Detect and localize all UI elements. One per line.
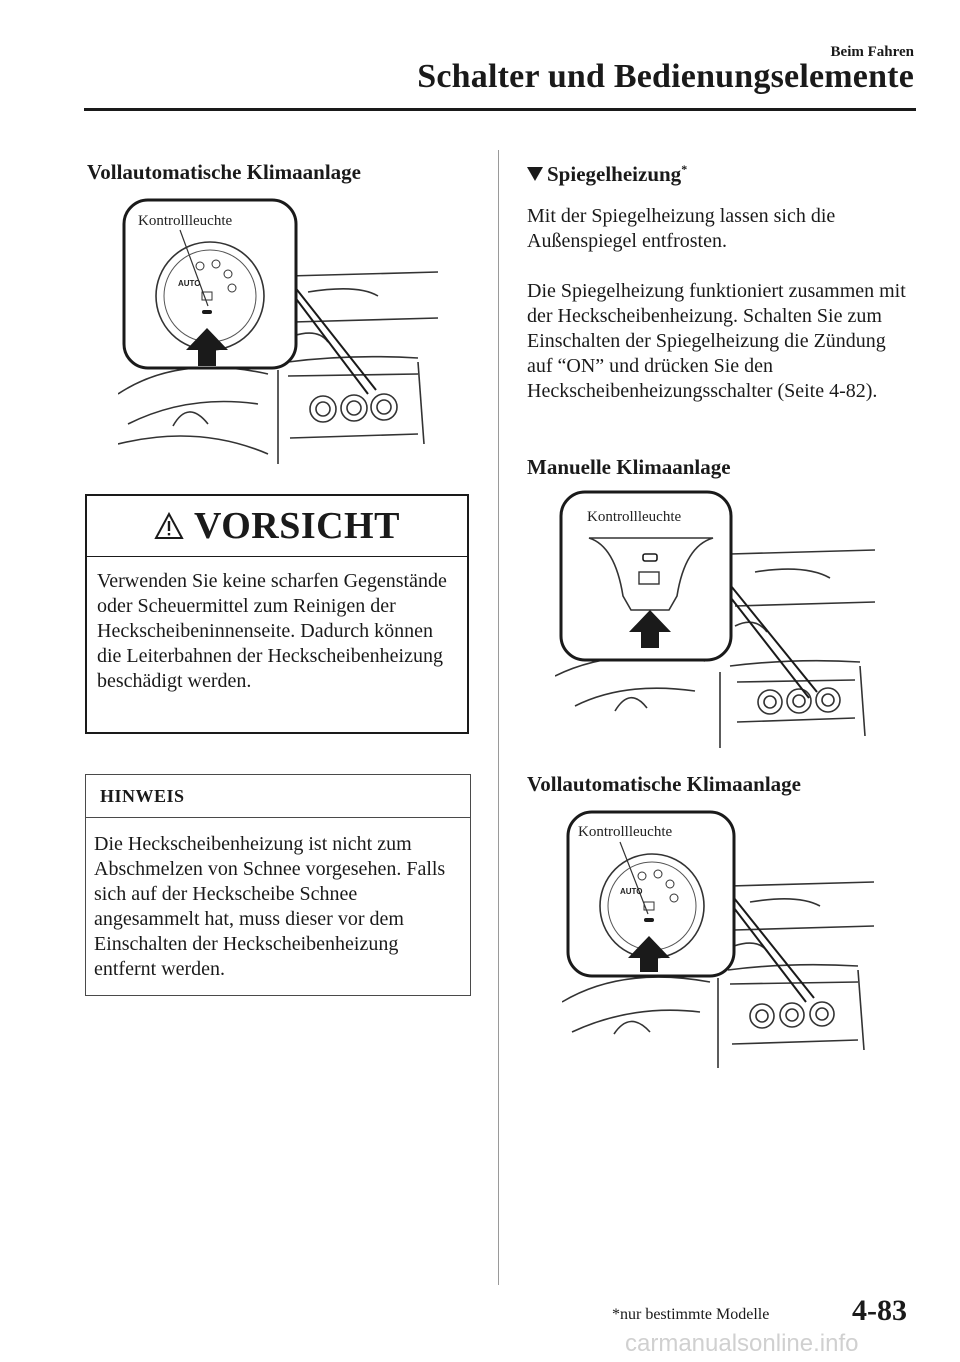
auto-heading: Vollautomatische Klimaanlage xyxy=(527,772,801,796)
paragraph-2: Die Spiegelheizung funktioniert zusammen mit der Heckscheibenheizung. Schalten Sie zum Einschalten der Spiegelheizung die Zündung auf “ON” und drücken Sie den Heckscheibenheizungsschalter (Seite 4-82). xyxy=(527,280,906,402)
caution-header xyxy=(87,496,467,557)
right-heading-text: Spiegelheizung xyxy=(547,162,682,186)
auto-figure-label: Kontrollleuchte xyxy=(138,213,233,229)
caution-title: VORSICHT xyxy=(194,505,400,547)
auto-label-right: AUTO xyxy=(620,887,643,896)
page-number: 4-83 xyxy=(852,1294,907,1327)
caution-box xyxy=(85,494,469,734)
auto-label: AUTO xyxy=(178,279,201,288)
footnote: *nur bestimmte Modelle xyxy=(612,1306,770,1323)
caution-text: Verwenden Sie keine scharfen Gegenstände oder Scheuermittel zum Reinigen der Heckscheibeninnenseite. Dadurch können die Leiterbahnen der Heckscheibenheizung beschädigt werden. xyxy=(97,570,447,692)
section-name: Beim Fahren xyxy=(830,44,914,60)
auto-climate-figure xyxy=(118,194,438,476)
note-text: Die Heckscheibenheizung ist nicht zum Abschmelzen von Schnee vorgesehen. Falls sich auf der Heckscheibe Schnee angesammelt hat, muss dieser vor dem Einschalten der Heckscheibenheizung entfernt werden. xyxy=(94,833,446,980)
right-heading xyxy=(527,162,687,187)
auto-climate-figure-right xyxy=(562,806,874,1072)
manual-climate-figure xyxy=(555,486,875,748)
heading-footnote-mark: * xyxy=(681,162,688,176)
column-divider xyxy=(498,150,499,1285)
watermark: carmanualsonline.info xyxy=(625,1330,859,1357)
paragraph-1: Mit der Spiegelheizung lassen sich die Außenspiegel entfrosten. xyxy=(527,205,836,252)
page-title: Schalter und Bedienungselemente xyxy=(417,58,914,95)
triangle-bullet-icon xyxy=(527,167,543,181)
auto-figure-label-right: Kontrollleuchte xyxy=(578,824,673,840)
note-title: HINWEIS xyxy=(86,775,470,818)
left-heading: Vollautomatische Klimaanlage xyxy=(87,160,361,184)
manual-figure-label: Kontrollleuchte xyxy=(587,509,682,525)
header-rule xyxy=(84,108,916,111)
warning-icon xyxy=(154,512,184,540)
note-box xyxy=(85,774,471,996)
manual-heading: Manuelle Klimaanlage xyxy=(527,455,731,479)
